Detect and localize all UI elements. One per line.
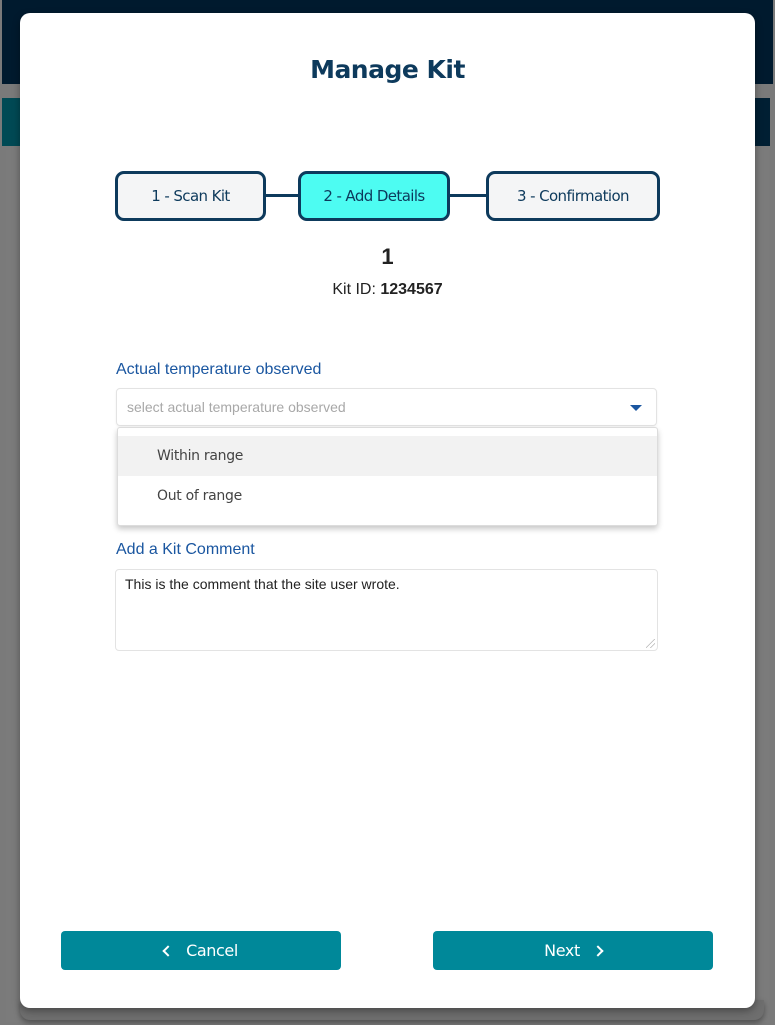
next-button[interactable] — [433, 931, 713, 970]
manage-kit-modal — [20, 13, 755, 1008]
step-connector — [265, 194, 300, 197]
chevron-left-icon — [162, 945, 173, 956]
step-connector — [448, 194, 488, 197]
kit-id-label: Kit ID: — [332, 281, 376, 298]
caret-down-icon[interactable] — [630, 405, 642, 411]
step-scan-kit[interactable]: 1 - Scan Kit — [115, 171, 266, 221]
kit-number: 1 — [381, 244, 394, 269]
temperature-select-placeholder: select actual temperature observed — [127, 399, 346, 415]
temperature-label: Actual temperature observed — [116, 361, 322, 378]
option-out-of-range[interactable]: Out of range — [157, 488, 242, 504]
cancel-button-label: Cancel — [186, 941, 238, 960]
comment-label: Add a Kit Comment — [116, 541, 255, 558]
step-confirmation[interactable]: 3 - Confirmation — [486, 171, 660, 221]
kit-comment-textarea[interactable] — [115, 569, 658, 651]
chevron-right-icon — [592, 945, 603, 956]
temperature-dropdown-menu — [117, 427, 658, 526]
option-within-range[interactable]: Within range — [118, 436, 657, 476]
next-button-label: Next — [544, 941, 580, 960]
cancel-button[interactable] — [61, 931, 341, 970]
kit-id-value: 1234567 — [380, 281, 443, 298]
step-add-details[interactable]: 2 - Add Details — [298, 171, 450, 221]
temperature-select[interactable] — [116, 388, 657, 426]
resize-grip-icon[interactable] — [646, 639, 655, 648]
kit-id — [20, 281, 755, 299]
stepper — [115, 171, 660, 221]
modal-title: Manage Kit — [310, 55, 465, 84]
